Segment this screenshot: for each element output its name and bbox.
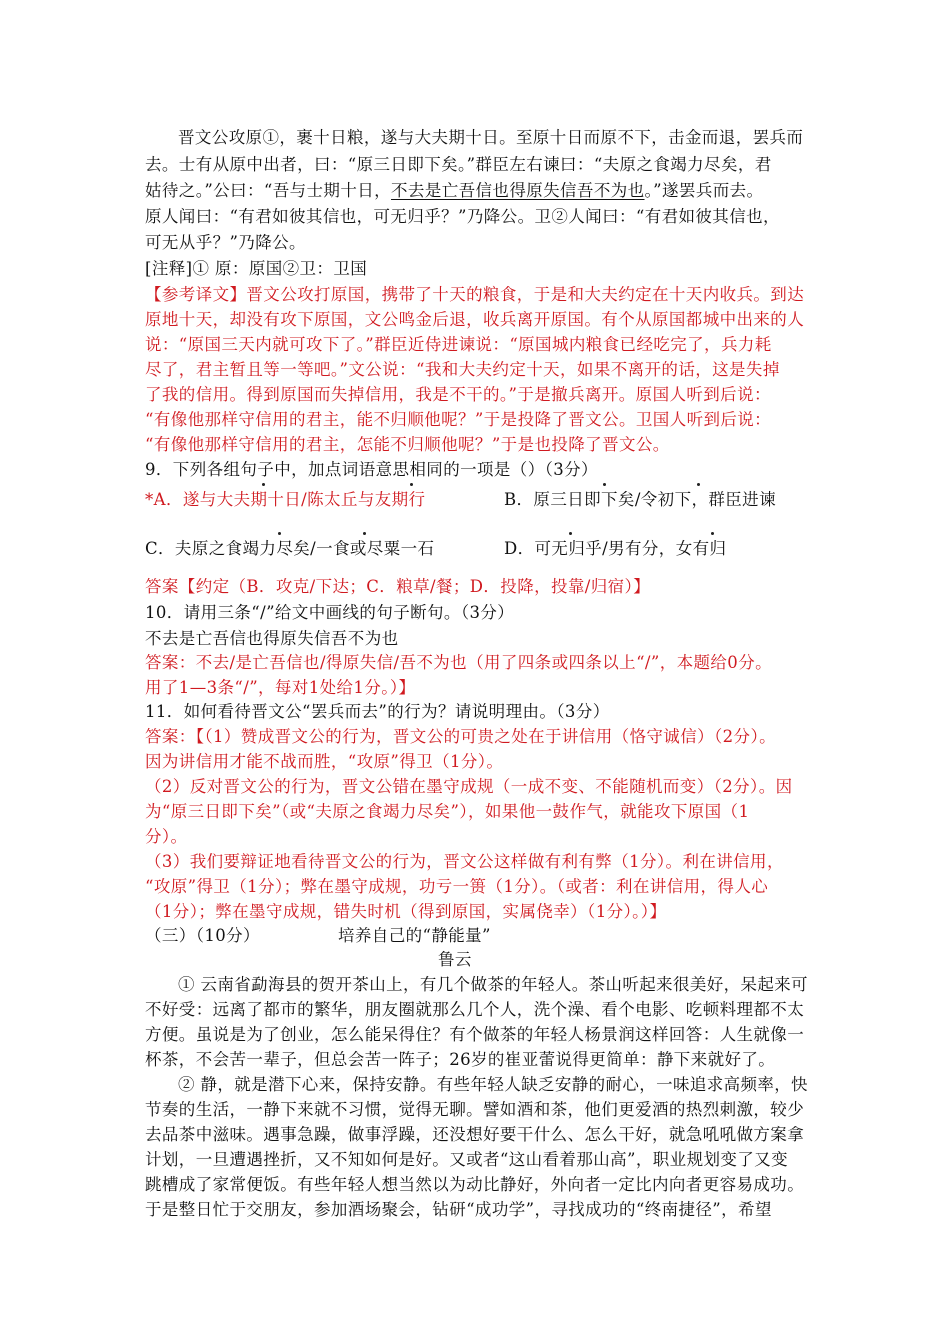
question-11-answer: （3）我们要辩证地看待晋文公的行为，晋文公这样做有利有弊（1分）。利在讲信用，	[145, 852, 784, 871]
article-line: 跳槽成了家常便饭。有些年轻人想当然以为动比静好，外向者一定比内向者更容易成功。	[145, 1175, 805, 1194]
question-11-answer: 为“原三日即下矣”（或“夫原之食竭力尽矣”），如果他一鼓作气，就能攻下原国（1	[145, 802, 750, 821]
article-line: ① 云南省勐海县的贺开茶山上，有几个做茶的年轻人。茶山听起来很美好，呆起来可	[178, 975, 808, 994]
passage-text: 。”遂罢兵而去。	[644, 181, 764, 200]
article-line: 节奏的生活，一静下来就不习惯，觉得无聊。譬如酒和茶，他们更爱酒的热烈刺激，较少	[145, 1100, 805, 1119]
option-c: C．夫原之食竭力尽矣/一食或尽粟一石	[145, 539, 435, 558]
underlined-sentence: 不去是亡吾信也得原失信吾不为也	[391, 181, 645, 200]
passage-line: 可无从乎？”乃降公。	[145, 233, 306, 252]
passage-line	[145, 179, 763, 203]
article-line: 去品茶中滋味。遇事急躁，做事浮躁，还没想好要干什么、怎么干好，就急吼吼做方案拿	[145, 1125, 805, 1144]
question-9-stem: 9．下列各组句子中，加点词语意思相同的一项是（）（3分）	[145, 460, 598, 479]
article-line: 方便。虽说是为了创业，怎么能呆得住？有个做茶的年轻人杨景润这样回答：人生就像一	[145, 1025, 805, 1044]
emphasis-dot	[278, 532, 281, 535]
translation-line: “有像他那样守信用的君主，能不归顺他呢？”于是投降了晋文公。卫国人听到后说：	[145, 410, 772, 429]
question-10-stem: 10．请用三条“/”给文中画线的句子断句。（3分）	[145, 603, 515, 622]
translation-line: “有像他那样守信用的君主，怎能不归顺他呢？”于是也投降了晋文公。	[145, 435, 670, 454]
passage-line: 原人闻曰：“有君如彼其信也，可无归乎？”乃降公。卫②人闻曰：“有君如彼其信也，	[145, 207, 780, 226]
question-11-answer: 答案：【（1）赞成晋文公的行为，晋文公的可贵之处在于讲信用（恪守诚信）（2分）。	[145, 727, 776, 746]
question-11-stem: 11．如何看待晋文公“罢兵而去”的行为？请说明理由。（3分）	[145, 702, 610, 721]
passage-line: 晋文公攻原①，裹十日粮，遂与大夫期十日。至原十日而原不下，击金而退，罢兵而	[178, 128, 804, 147]
emphasis-dot	[262, 483, 265, 486]
article-title: 培养自己的“静能量”	[338, 926, 491, 945]
article-line: 于是整日忙于交朋友，参加酒场聚会，钻研“成功学”，寻找成功的“终南捷径”，希望	[145, 1200, 772, 1219]
question-11-answer: “攻原”得卫（1分）；弊在墨守成规，功亏一篑（1分）。（或者：利在讲信用，得人心	[145, 877, 769, 896]
passage-line: 去。士有从原中出者，曰：“原三日即下矣。”群臣左右谏曰：“夫原之食竭力尽矣，君	[145, 155, 772, 174]
option-d: D．可无归乎/男有分，女有归	[504, 539, 727, 558]
article-line: 不好受：远离了都市的繁华，朋友圈就那么几个人，洗个澡、看个电影、吃顿料理都不太	[145, 1000, 805, 1019]
emphasis-dot	[410, 483, 413, 486]
translation-line: 尽了，君主暂且等一等吧。”文公说：“我和大夫约定十天，如果不离开的话，这是失掉	[145, 360, 780, 379]
question-11-answer: （2）反对晋文公的行为，晋文公错在墨守成规（一成不变、不能随机而变）（2分）。因	[145, 777, 793, 796]
question-10-answer: 答案：不去/是亡吾信也/得原失信/吾不为也（用了四条或四条以上“/”，本题给0分。	[145, 653, 773, 672]
translation-line: 了我的信用。得到原国而失掉信用，我是不干的。”于是撤兵离开。原国人听到后说：	[145, 385, 771, 404]
article-line: 杯茶，不会苦一辈子，但总会苦一阵子；26岁的崔亚蕾说得更简单：静下来就好了。	[145, 1050, 776, 1069]
question-9-answer: 答案【约定（B．攻克/下达；C．粮草/餐；D．投降，投靠/归宿）】	[145, 577, 651, 596]
correct-mark: *	[145, 490, 154, 509]
emphasis-dot	[569, 532, 572, 535]
emphasis-dot	[697, 483, 700, 486]
article-author: 鲁云	[438, 950, 472, 969]
translation-line: 【参考译文】晋文公攻打原国，携带了十天的粮食，于是和大夫约定在十天内收兵。到达	[145, 285, 805, 304]
translation-line: 原地十天，却没有攻下原国，文公鸣金后退，收兵离开原国。有个从原国都城中出来的人	[145, 310, 805, 329]
question-10-answer: 用了1—3条“/”，每对1处给1分。）】	[145, 678, 416, 697]
emphasis-dot	[363, 532, 366, 535]
emphasis-dot	[711, 532, 714, 535]
option-b: B．原三日即下矣/令初下，群臣进谏	[504, 490, 776, 509]
option-a: *A．遂与大夫期十日/陈太丘与友期行	[145, 490, 426, 509]
section-label: （三）（10分）	[145, 926, 260, 945]
question-11-answer: （1分）；弊在墨守成规，错失时机（得到原国，实属侥幸）（1分）。）】	[145, 902, 667, 921]
emphasis-dot	[603, 483, 606, 486]
question-11-answer: 因为讲信用才能不战而胜，“攻原”得卫（1分）。	[145, 752, 504, 771]
passage-text: 姑待之。”公曰：“吾与士期十日，	[145, 181, 392, 200]
article-line: 计划，一旦遭遇挫折，又不知如何是好。又或者“这山看着那山高”，职业规划变了又变	[145, 1150, 788, 1169]
question-11-answer: 分）。	[145, 827, 188, 846]
passage-note: [注释]① 原：原国②卫：卫国	[145, 259, 368, 278]
question-10-sentence: 不去是亡吾信也得原失信吾不为也	[145, 629, 399, 648]
translation-line: 说：“原国三天内就可攻下了。”群臣近侍进谏说：“原国城内粮食已经吃完了，兵力耗	[145, 335, 772, 354]
article-line: ② 静，就是潜下心来，保持安静。有些年轻人缺乏安静的耐心，一味追求高频率，快	[178, 1075, 808, 1094]
